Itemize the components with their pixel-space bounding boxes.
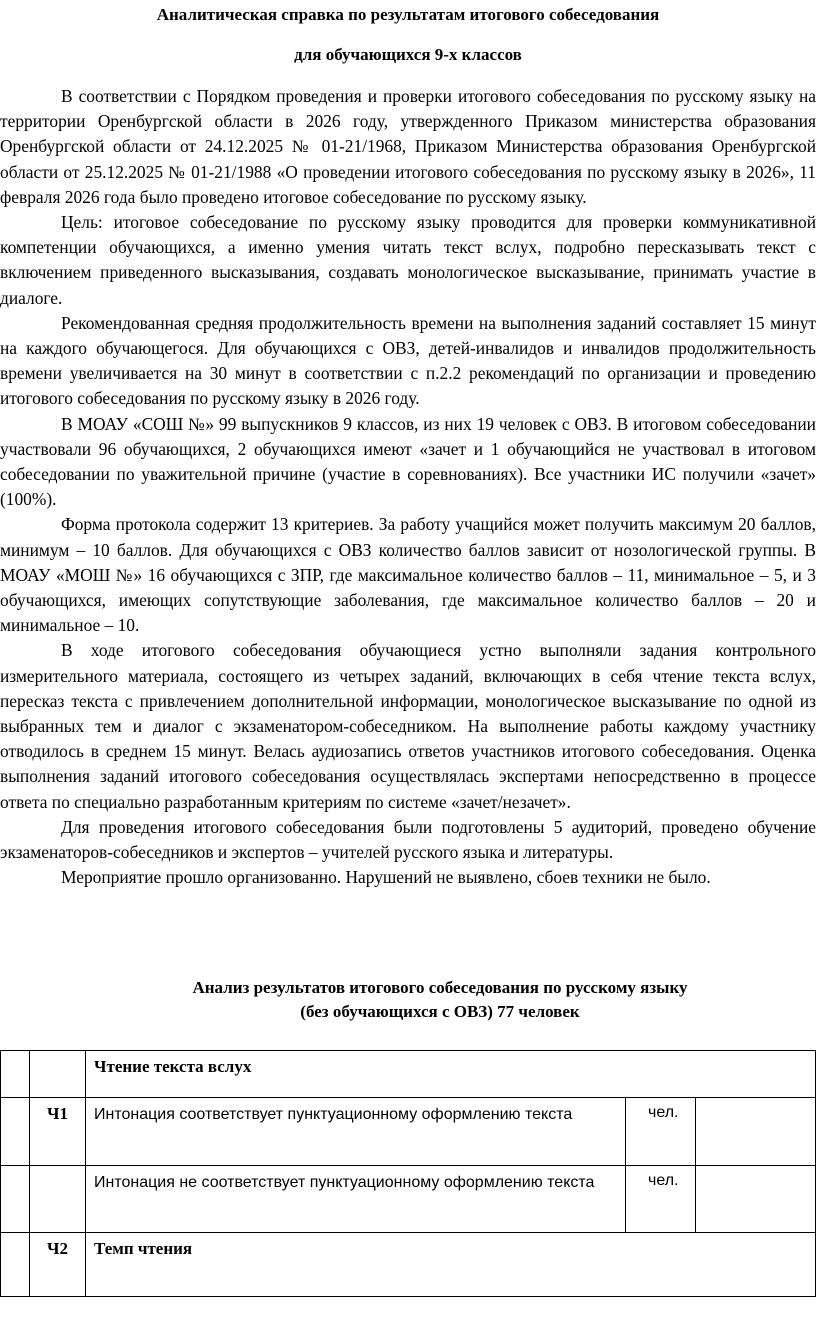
analysis-title bbox=[0, 976, 816, 1024]
table-cell bbox=[30, 1051, 86, 1098]
paragraph-basis: В соответствии с Порядком проведения и проверки итогового собеседования по русскому языку на территории Оренбургской области в 2026 году, утвержденного Приказом министерства образования Оренбургской области от 24.12.2025 № 01-21/1968, Приказом Министерства образования Оренбургской области от 25.12.2025 № 01-21/1988 «О проведении итогового собеседования по русскому языку в 2026», 11 февраля 2026 года было проведено итоговое собеседование по русскому языку. bbox=[0, 86, 816, 207]
table-row bbox=[1, 1051, 816, 1098]
table-cell bbox=[1, 1166, 30, 1233]
table-cell bbox=[1, 1098, 30, 1166]
value-cell bbox=[696, 1098, 816, 1166]
criterion-code: Ч1 bbox=[30, 1098, 86, 1166]
table-row bbox=[1, 1233, 816, 1297]
paragraph-participants: В МОАУ «СОШ №» 99 выпускников 9 классов, из них 19 человек с ОВЗ. В итоговом собеседовании участвовали 96 обучающихся, 2 обучающихся имеют «зачет и 1 обучающийся не участвовал в итоговом собеседовании по уважительной причине (участие в соревнованиях). Все участники ИС получили «зачет» (100%). bbox=[0, 413, 816, 510]
paragraph-goal: Цель: итоговое собеседование по русскому языку проводится для проверки коммуникативной компетенции обучающихся, а именно умения читать текст вслух, подробно пересказывать текст с включением приведенного высказывания, создавать монологическое высказывание, принимать участие в диалоге. bbox=[0, 212, 816, 308]
document-subtitle: для обучающихся 9-х классов bbox=[294, 45, 522, 64]
report-body bbox=[0, 84, 816, 891]
section-header-reading: Чтение текста вслух bbox=[86, 1051, 816, 1098]
table-cell bbox=[1, 1233, 30, 1297]
analysis-title-line1: Анализ результатов итогового собеседования по русскому языку bbox=[192, 978, 688, 997]
paragraph-preparation: Для проведения итогового собеседования были подготовлены 5 аудиторий, проведено обучение экзаменаторов-собеседников и экспертов – учителей русского языка и литературы. bbox=[0, 816, 816, 863]
analysis-title-line2: (без обучающихся с ОВЗ) 77 человек bbox=[300, 1002, 580, 1021]
section-header-tempo: Темп чтения bbox=[86, 1233, 816, 1297]
value-cell bbox=[696, 1166, 816, 1233]
criterion-code: Ч2 bbox=[30, 1233, 86, 1297]
criterion-text: Интонация не соответствует пунктуационному оформлению текста bbox=[86, 1166, 626, 1233]
criterion-code bbox=[30, 1166, 86, 1233]
paragraph-procedure: В ходе итогового собеседования обучающиеся устно выполняли задания контрольного измерительного материала, состоящего из четырех заданий, включающих в себя чтение текста вслух, пересказ текста с привлечением дополнительной информации, монологическое высказывание по одной из выбранных тем и диалог с экзаменатором-собеседником. На выполнение работы каждому участнику отводилось в среднем 15 минут. Велась аудиозапись ответов участников итогового собеседования. Оценка выполнения заданий итогового собеседования осуществлялась экспертами непосредственно в процессе ответа по специально разработанным критериям по системе «зачет/незачет». bbox=[0, 640, 816, 812]
results-table bbox=[0, 1050, 816, 1297]
criterion-text: Интонация соответствует пунктуационному оформлению текста bbox=[86, 1098, 626, 1166]
paragraph-protocol: Форма протокола содержит 13 критериев. За работу учащийся может получить максимум 20 баллов, минимум – 10 баллов. Для обучающихся с ОВЗ количество баллов зависит от нозологической группы. В МОАУ «МОШ №» 16 обучающихся с ЗПР, где максимальное количество баллов – 11, минимальное – 5, и 3 обучающихся, имеющих сопутствующие заболевания, где максимальное количество баллов – 20 и минимальное – 10. bbox=[0, 514, 816, 636]
paragraph-duration: Рекомендованная средняя продолжительность времени на выполнения заданий составляет 15 минут на каждого обучающегося. Для обучающихся с ОВЗ, детей-инвалидов и инвалидов продолжительность времени увеличивается на 30 минут в соответствии с п.2.2 рекомендаций по организации и проведению итогового собеседования по русскому языку в 2026 году. bbox=[0, 312, 816, 409]
unit-label: чел. bbox=[626, 1166, 696, 1233]
table-row bbox=[1, 1166, 816, 1233]
table-cell bbox=[1, 1051, 30, 1098]
unit-label: чел. bbox=[626, 1098, 696, 1166]
document-title: Аналитическая справка по результатам итогового собеседования bbox=[156, 5, 660, 24]
table-row bbox=[1, 1098, 816, 1166]
paragraph-conclusion: Мероприятие прошло организованно. Нарушений не выявлено, сбоев техники не было. bbox=[61, 867, 711, 888]
